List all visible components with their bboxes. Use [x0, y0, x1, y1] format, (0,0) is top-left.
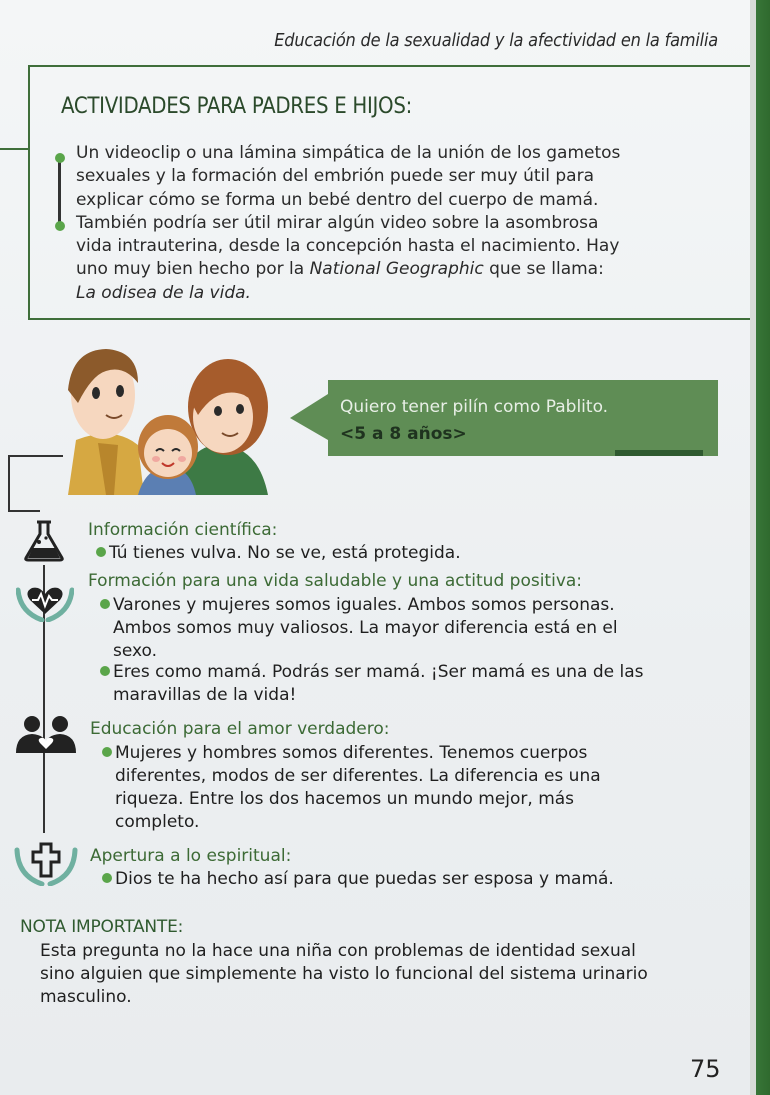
connector-line — [8, 510, 40, 512]
bullet-text: Dios te ha hecho así para que puedas ser esposa y mamá. — [115, 869, 614, 889]
connector-line — [8, 455, 10, 510]
bullet-dot — [102, 747, 112, 757]
activities-bullet-dot — [55, 153, 65, 163]
bullet-text: Tú tienes vulva. No se ve, está protegida. — [109, 543, 461, 563]
activities-bullet-bar — [58, 158, 61, 224]
section-heading-spiritual: Apertura a lo espiritual: — [90, 846, 292, 866]
bullet-dot — [96, 547, 106, 557]
activities-line-with-title — [76, 258, 696, 281]
flask-icon — [22, 520, 66, 562]
speech-accent-bar — [615, 450, 703, 456]
section-heading-healthy-life: Formación para una vida saludable y una actitud positiva: — [88, 571, 583, 591]
bullet-line: maravillas de la vida! — [113, 685, 297, 705]
section-bullet — [102, 742, 601, 834]
couple-icon — [14, 715, 78, 753]
activities-italic-title: La odisea de la vida. — [76, 282, 251, 303]
activities-line: explicar cómo se forma un bebé dentro del cuerpo de mamá. — [76, 189, 599, 210]
speech-age-range: <5 a 8 años> — [340, 424, 467, 444]
page-number: 75 — [690, 1055, 721, 1083]
heart-hands-icon — [16, 582, 74, 622]
speech-quote: Quiero tener pilín como Pablito. — [340, 397, 609, 417]
bullet-text: Varones y mujeres somos iguales. Ambos somos personas. — [113, 595, 615, 615]
bullet-line — [100, 661, 644, 684]
note-title: NOTA IMPORTANTE: — [20, 917, 184, 937]
note-line: Esta pregunta no la hace una niña con problemas de identidad sexual — [40, 941, 636, 961]
activities-line: sexuales y la formación del embrión puede ser muy útil para — [76, 166, 594, 187]
bullet-dot — [100, 666, 110, 676]
activities-line-part: uno muy bien hecho por la — [76, 259, 310, 280]
note-line: masculino. — [40, 987, 132, 1007]
section-heading-scientific: Información científica: — [88, 520, 278, 540]
bullet-line: diferentes, modos de ser diferentes. La diferencia es una — [115, 766, 601, 786]
bullet-line: sexo. — [113, 641, 158, 661]
bullet-line — [102, 742, 601, 765]
speech-bubble — [290, 380, 718, 456]
section-bullet — [96, 542, 461, 565]
family-illustration — [58, 345, 278, 495]
bullet-line: Ambos somos muy valiosos. La mayor diferencia está en el — [113, 618, 618, 638]
activities-line: Un videoclip o una lámina simpática de la unión de los gametos — [76, 143, 621, 163]
bullet-line — [100, 594, 618, 617]
activities-italic-source: National Geographic — [309, 259, 484, 280]
bullet-line: riqueza. Entre los dos hacemos un mundo mejor, más — [115, 789, 575, 809]
activities-bullet-dot — [55, 221, 65, 231]
activities-line: vida intrauterina, desde la concepción hasta el nacimiento. Hay — [76, 236, 620, 257]
activities-text — [76, 142, 696, 305]
running-header: Educación de la sexualidad y la afectividad en la familia — [274, 30, 718, 51]
bullet-dot — [102, 873, 112, 883]
section-bullet — [100, 661, 644, 707]
note-text — [40, 940, 730, 1009]
cross-hands-icon — [14, 840, 78, 886]
section-bullet — [102, 868, 614, 891]
activities-line: También podría ser útil mirar algún video sobre la asombrosa — [76, 212, 599, 233]
bullet-text: Eres como mamá. Podrás ser mamá. ¡Ser mamá es una de las — [113, 662, 644, 682]
activities-line-italic — [76, 282, 696, 305]
note-line: sino alguien que simplemente ha visto lo funcional del sistema urinario — [40, 964, 648, 984]
activities-title: ACTIVIDADES PARA PADRES E HIJOS: — [61, 94, 412, 119]
page-edge-strip — [750, 0, 770, 1095]
bullet-dot — [100, 599, 110, 609]
section-bullet — [100, 594, 618, 663]
activities-line-part: que se llama: — [483, 259, 604, 280]
activities-side-tick — [0, 148, 28, 150]
bullet-line: completo. — [115, 812, 200, 832]
section-heading-true-love: Educación para el amor verdadero: — [90, 719, 390, 739]
connector-line — [8, 455, 63, 457]
bullet-text: Mujeres y hombres somos diferentes. Tenemos cuerpos — [115, 743, 588, 763]
